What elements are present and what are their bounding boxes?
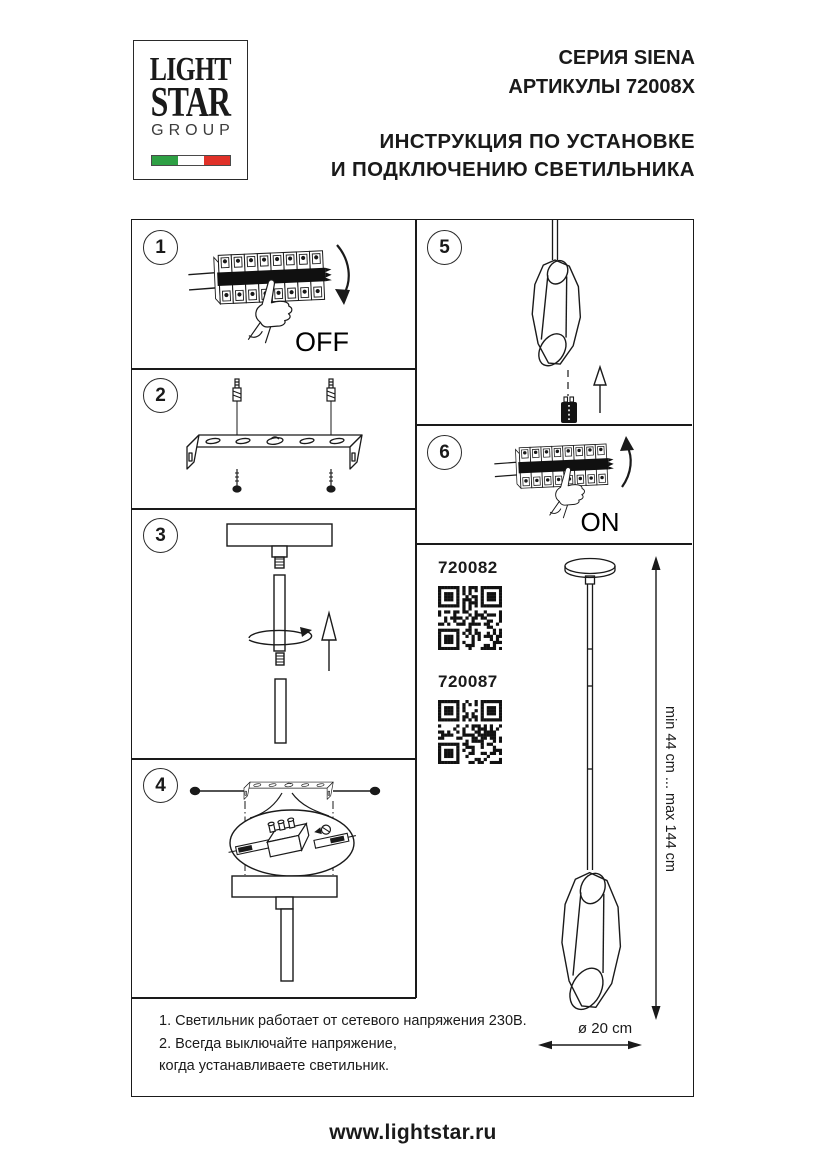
rod-icon [281,909,293,981]
italian-flag-icon [151,155,231,166]
height-range-label: min 44 cm ... max 144 cm [662,706,678,872]
website-url: www.lightstar.ru [329,1121,497,1144]
wall-anchor-icon [327,379,335,401]
diagram-grid [131,219,694,1097]
ceiling-canopy-icon [227,524,332,546]
circuit-breaker-icon [494,444,615,490]
note-line: 2. Всегда выключайте напряжение, [159,1035,397,1052]
mounting-bracket-icon [187,435,362,469]
step-2-badge: 2 [143,378,178,413]
article-code-1: 720082 [438,558,498,577]
arrow-up-icon [322,613,336,671]
side-screw-icon [191,788,380,795]
lamp-shade-icon [562,869,620,1018]
screw-icon [233,469,241,492]
step-3-badge: 3 [143,518,178,553]
document-subtitle: ИНСТРУКЦИЯ ПО УСТАНОВКЕ И ПОДКЛЮЧЕНИЮ СВЕТИЛЬНИКА [330,130,695,181]
step-4-badge: 4 [143,768,178,803]
ceiling-canopy-icon [232,876,337,897]
lamp-bulb-icon [561,397,577,423]
lightstar-logo [133,40,248,180]
article-code-2: 720087 [438,672,498,691]
curved-arrow-down-icon [337,245,349,294]
articles-title: АРТИКУЛЫ 72008X [508,76,695,98]
diameter-dimension-arrow [538,1041,642,1049]
series-title: СЕРИЯ SIENA [558,47,695,69]
screw-icon [327,469,335,492]
rod-upper-icon [274,575,285,651]
logo-word-group: GROUP [151,122,235,139]
document-title [508,44,695,102]
circuit-breaker-icon [188,250,333,305]
on-label: ON [580,507,620,537]
step-3-diagram-rod-assembly [132,509,416,759]
safety-notes [159,1010,527,1078]
height-dimension-arrow [652,556,661,1020]
diameter-label: ø 20 cm [577,1020,633,1037]
lamp-shade-icon [532,257,580,372]
canopy-disc-icon [565,559,615,574]
off-label: OFF [295,327,349,357]
logo-word-star: STAR [150,80,231,126]
step-5-badge: 5 [427,230,462,265]
step-6-badge: 6 [427,435,462,470]
note-line: 1. Светильник работает от сетевого напряжения 230В. [159,1013,527,1029]
rod-lower-icon [275,679,286,743]
arrow-up-icon [594,367,606,413]
note-line: когда устанавливаете светильник. [159,1058,390,1074]
logo-word-light: LIGHT [150,51,231,88]
curved-arrow-up-icon [622,446,631,487]
mounting-bracket-icon [244,782,333,799]
wall-anchor-icon [233,379,241,401]
step-1-badge: 1 [143,230,178,265]
